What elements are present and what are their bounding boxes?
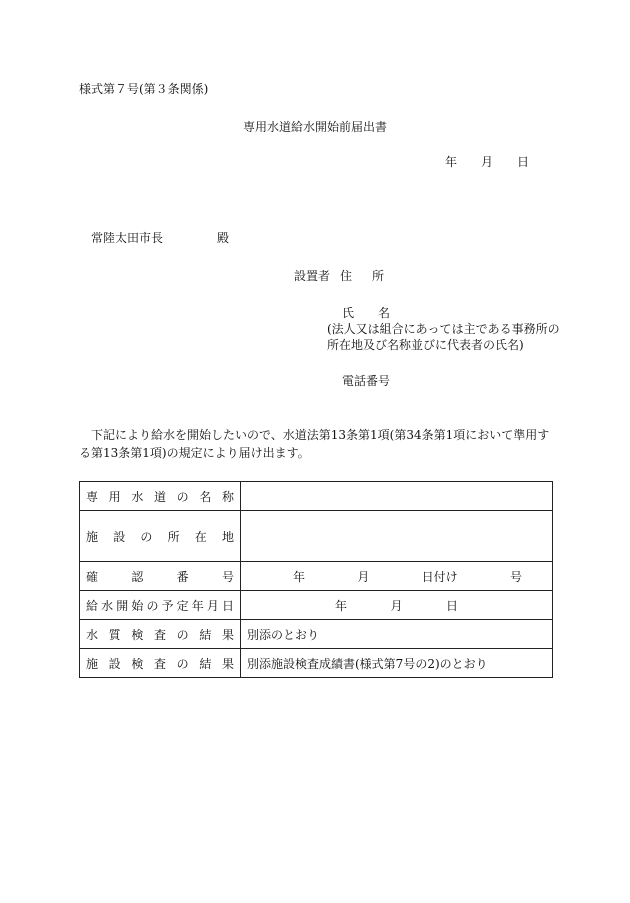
document-title: 専用水道給水開始前届出書 [242, 120, 387, 134]
table-row [80, 649, 553, 678]
addressee-honorific: 殿 [217, 231, 230, 245]
table-value [241, 591, 553, 620]
address-label-2: 所 [372, 269, 385, 283]
table-label: 給水開始の予定年月日 [80, 591, 241, 620]
form-number: 様式第７号(第３条関係) [79, 82, 209, 96]
date-day-label: 日 [517, 155, 530, 169]
applicant-note-text: (法人又は組合にあっては主である事務所の所在地及び名称並びに代表者の氏名) [327, 322, 560, 352]
start-month: 月 [390, 598, 403, 613]
table-row [80, 511, 553, 562]
applicant-name-line [342, 305, 390, 321]
table-label: 施設の所在地 [80, 511, 241, 562]
start-year: 年 [335, 598, 348, 613]
table-label: 施設検査の結果 [80, 649, 241, 678]
body-text: 下記により給水を開始したいので、水道法第13条第1項(第34条第1項において準用する第13条第1項)の規定により届け出ます。 [79, 428, 550, 460]
table-row [80, 591, 553, 620]
applicant-note [327, 321, 567, 353]
confirm-number: 号 [509, 569, 522, 584]
table-value [241, 511, 553, 562]
addressee-name: 常陸太田市長 [91, 231, 164, 245]
table-label: 専用水道の名称 [80, 482, 241, 511]
address-label: 住 [340, 269, 353, 283]
phone-label: 電話番号 [342, 374, 391, 388]
date-line [445, 154, 529, 170]
date-month-label: 月 [481, 155, 494, 169]
table-row [80, 482, 553, 511]
applicant-role: 設置者 [294, 269, 331, 283]
date-year-label: 年 [445, 155, 458, 169]
table-label: 水質検査の結果 [80, 620, 241, 649]
name-label: 氏 [342, 306, 355, 320]
table-label: 確認番号 [80, 562, 241, 591]
table-value: 別添施設検査成績書(様式第7号の2)のとおり [241, 649, 553, 678]
start-day: 日 [445, 598, 458, 613]
addressee [91, 230, 229, 246]
confirm-dated: 日付け [421, 569, 458, 584]
table-value [241, 562, 553, 591]
name-label-2: 名 [378, 306, 391, 320]
applicant-address-line [294, 268, 384, 284]
table-value: 別添のとおり [241, 620, 553, 649]
confirm-year: 年 [293, 569, 306, 584]
table-value [241, 482, 553, 511]
info-table [79, 481, 553, 678]
table-row [80, 620, 553, 649]
confirm-month: 月 [357, 569, 370, 584]
table-row [80, 562, 553, 591]
